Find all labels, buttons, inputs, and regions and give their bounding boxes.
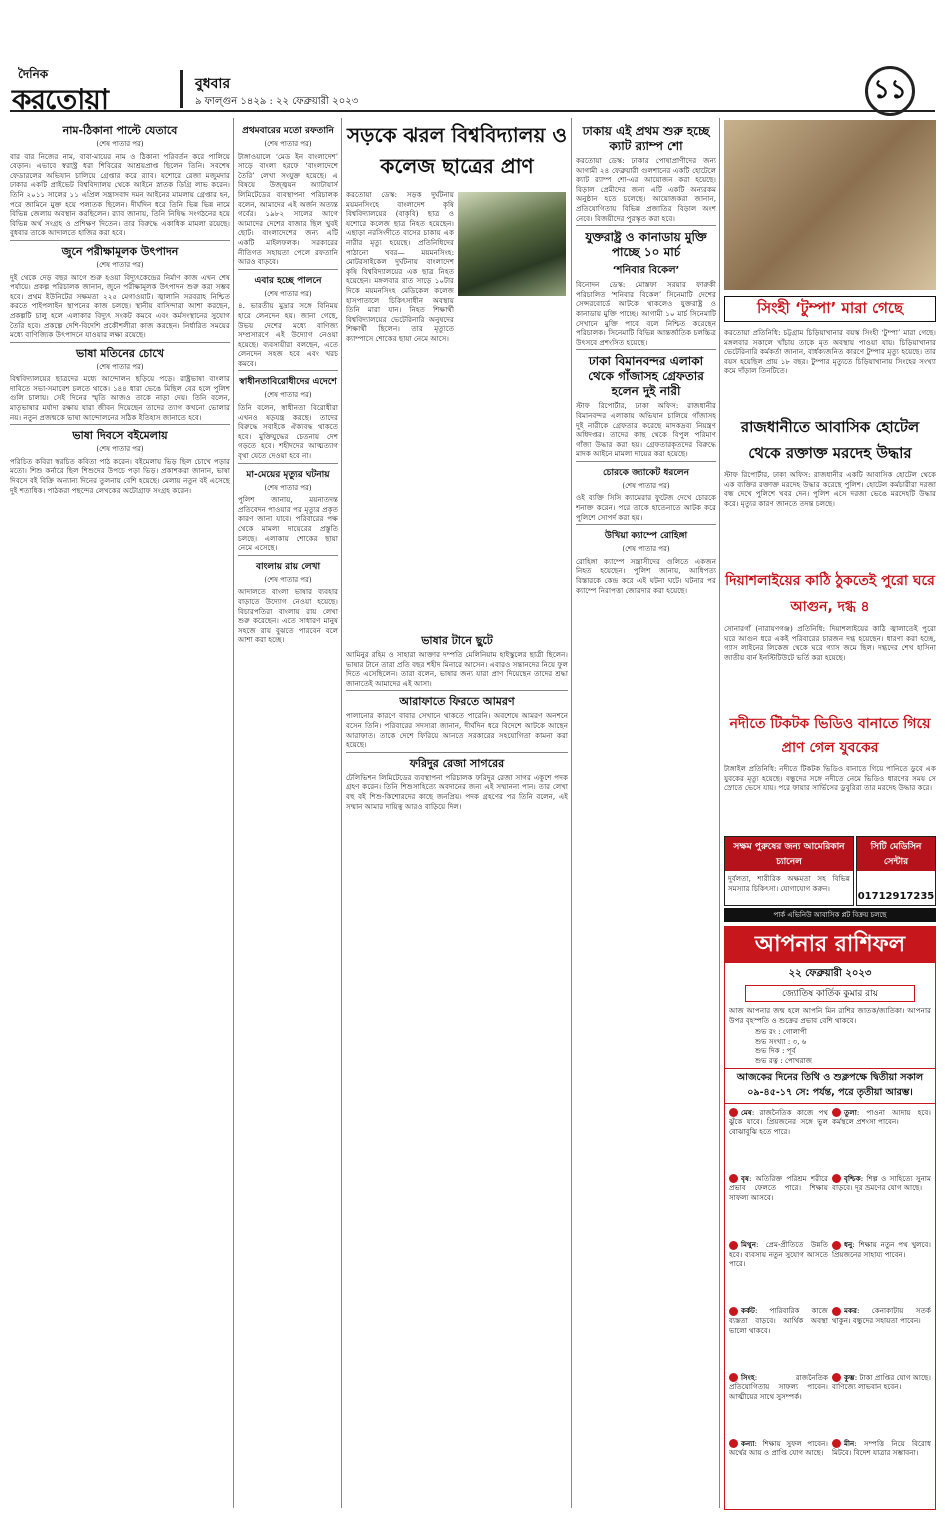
advertisement	[856, 836, 936, 906]
ad-phone: 01712917235	[857, 891, 935, 902]
page-number: ১১	[865, 66, 915, 116]
article-body: আমিনুর রহিম ও সাহারা আক্তার দম্পতি মেলিনিয়াম হাইস্কুলের ছাত্রী ছিলেন। ভাষার টানে তারা প্রতি বছর শহীদ মিনারে আসেন। এবারও সন্তানদের নিয়ে ফুল দিতে এসেছিলেন। তারা বলেন, ভাষার জন্য যারা প্রাণ দিয়েছেন তাদের শ্রদ্ধা জানাতেই আমাদের এই আসা।	[346, 650, 568, 688]
article-headline: প্রথমবারের মতো রফতানি	[242, 126, 334, 136]
zodiac-icon	[832, 1241, 841, 1250]
continued-note: (শেষ পাতার পর)	[622, 481, 670, 490]
continued-note: (শেষ পাতার পর)	[264, 575, 312, 584]
ad-title: সিটি মেডিসিন সেন্টার	[857, 837, 935, 871]
article-headline: রাজধানীতে আবাসিক হোটেল থেকে রক্তাক্ত মরদেহ উদ্ধার	[740, 418, 920, 462]
divider	[346, 752, 568, 753]
zodiac-taurus: বৃষ: অতিরিক্ত পরিশ্রম শরীরে প্রভাব ফেলতে পারে। শিক্ষায় সাফল্য আসবে।	[729, 1173, 828, 1203]
article-body: করতোয়া ডেস্ক: ঢাকার পোষাপ্রাণীদের জন্য আগামী ২৪ ফেব্রুয়ারী গুলশানের একটি হোটেলে ক্যাট র‍্যাম্প শো-এর আয়োজন করা হয়েছে। বিড়াল প্রেমীদের জন্য এটি একটি অন্যরকম অনুষ্ঠান হতে চলেছে। আয়োজকরা জানান, প্রতিযোগিতায় বিভিন্ন প্রজাতির বিড়াল অংশ নেবে। বিজয়ীদের পুরস্কৃত করা হবে।	[576, 156, 716, 223]
spec-line: শুভ রত্ন : পোখরাজ	[755, 1055, 813, 1065]
article-body-block	[724, 764, 936, 830]
zodiac-icon	[729, 1108, 738, 1117]
article-body: সোনারগাঁ (নারায়ণগঞ্জ) প্রতিনিধি: দিয়াশলাইয়ের কাঠি জ্বালাতেই পুরো ঘরে আগুন ধরে একই পরিবারের চারজন দগ্ধ হয়েছেন। ধারণা করা হচ্ছে, গ্যাস লাইনের লিকেজ থেকে ঘরে গ্যাস জমে ছিল। দগ্ধদের শেখ হাসিনা জাতীয় বার্ন ইনস্টিটিউটে ভর্তি করা হয়েছে।	[724, 624, 936, 662]
article-headline: ভাষা দিবসে বইমেলায়	[72, 429, 168, 443]
article-body: করতোয়া ডেস্ক: সড়ক দুর্ঘটনায় ময়মনসিংহে বাংলাদেশ কৃষি বিশ্ববিদ্যালয়ের (বাকৃবি) ছাত্র ও যশোরে কলেজ ছাত্র নিহত হয়েছেন। এছাড়া নরসিংদীতে বাসের চাকায় এক নারীর মৃত্যু হয়েছে। প্রতিনিধিদের পাঠানো খবর— ময়মনসিংহ: মোটরসাইকেল দুর্ঘটনায় বাংলাদেশ কৃষি বিশ্ববিদ্যালয়ের এক ছাত্র নিহত হয়েছেন। মঙ্গলবার রাত সাড়ে ১০টার দিকে ময়মনসিংহ মেডিকেল কলেজ হাসপাতালে চিকিৎসাধীন অবস্থায় তিনি মারা যান। নিহত শিক্ষার্থী বিশ্ববিদ্যালয়ের ভেটেরিনারি অনুষদের শিক্ষার্থী ছিলেন। তার মৃত্যুতে ক্যাম্পাসে শোকের ছায়া নেমে আসে।	[346, 190, 454, 343]
article-body: দুই থেকে দেড় বছর আগে শুরু হওয়া বিদ্যুৎকেন্দ্রের নির্মাণ কাজ এখন শেষ পর্যায়ে। প্রকল্প পরিচালক জানান, জুনে পরীক্ষামূলক উৎপাদন শুরু করা সম্ভব হবে। প্রথম ইউনিটের সক্ষমতা ২২৫ মেগাওয়াট। জ্বালানি সরবরাহ নিশ্চিত করতে পাইপলাইন স্থাপনের কাজ চলছে। স্থানীয় বাসিন্দারা আশা করছেন, প্রকল্পটি চালু হলে এলাকার বিদ্যুৎ সংকট কমবে এবং কর্মসংস্থানের সুযোগ তৈরি হবে। প্রকল্পে দেশি-বিদেশি প্রকৌশলীরা কাজ করছেন। নির্ধারিত সময়ের মধ্যে বাণিজ্যিক উৎপাদনে যাওয়ার লক্ষ্য রয়েছে।	[10, 272, 230, 340]
continued-note: (শেষ পাতার পর)	[264, 289, 312, 298]
article-body: আদালতে বাংলা ভাষার ব্যবহার বাড়াতে উদ্যোগ নেওয়া হয়েছে। বিচারপতিরা বাংলায় রায় লেখা শুরু করেছেন। এতে সাধারণ মানুষ সহজে রায় বুঝতে পারবেন বলে আশা করা হচ্ছে।	[238, 587, 338, 645]
zodiac-icon	[729, 1241, 738, 1250]
continued-note: (শেষ পাতার পর)	[264, 140, 312, 148]
divider	[238, 555, 338, 556]
article-body: পালানোর কারণে বাবার সেখানে থাকতে পারেনি। অবশেষে আমরণ অনশনে বসেন তিনি। পরিবারের সদস্যরা জানান, দীর্ঘদিন ধরে বিদেশে আটকে আছেন আরাফাত। তাকে দেশে ফিরিয়ে আনতে সরকারের সহযোগিতা কামনা করা হয়েছে।	[346, 711, 568, 750]
article-headline: নদীতে টিকটক ভিডিও বানাতে গিয়ে প্রাণ গেল যুবকের	[729, 716, 931, 756]
lead-headline: সিংহী ‘টুম্পা’ মারা গেছে	[724, 296, 936, 322]
zodiac-icon	[832, 1108, 841, 1117]
masthead	[10, 62, 935, 112]
column-divider	[719, 118, 720, 1508]
article-body: টাঙ্গাইল প্রতিনিধি: নদীতে টিকটক ভিডিও বানাতে গিয়ে পানিতে ডুবে এক যুবকের মৃত্যু হয়েছে। বন্ধুদের সঙ্গে নদীতে নেমে ভিডিও ধারণের সময় সে স্রোতে ভেসে যায়। পরে ফায়ার সার্ভিসের ডুবুরিরা তার মরদেহ উদ্ধার করে।	[724, 764, 936, 793]
zodiac-icon	[729, 1307, 738, 1316]
divider	[576, 225, 716, 226]
article-body: করতোয়া প্রতিনিধি: চট্টগ্রাম চিড়িয়াখানার বয়স্ক সিংহী ‘টুম্পা’ মারা গেছে। মঙ্গলবার সকালে খাঁচায় তাকে মৃত অবস্থায় পাওয়া যায়। চিড়িয়াখানার ভেটেরিনারি কর্মকর্তা জানান, বার্ধক্যজনিত কারণে টুম্পার মৃত্যু হয়েছে। তার বয়স হয়েছিল প্রায় ১৮ বছর। টুম্পার মৃত্যুতে চিড়িয়াখানায় সিংহের সংখ্যা কমে দাঁড়াল তিনটিতে।	[724, 328, 936, 376]
article-headline: মা-মেয়ের মৃত্যুর ঘটনায়	[246, 469, 330, 480]
article-headline: ঢাকায় এই প্রথম শুরু হচ্ছে ক্যাট র‍্যাম্প শো	[582, 124, 710, 153]
column-1	[10, 120, 230, 1510]
horoscope-date: ২২ ফেব্রুয়ারী ২০২৩	[788, 968, 872, 979]
article-body-block	[724, 328, 936, 408]
article-body: বার বার নিজের নাম, বাবা-মায়ের নাম ও ঠিকানা পরিবর্তন করে পালিয়ে বেড়ান। এভাবে স্বরাস্ট্র ধরা শিবিরের আশ্রয়প্রাপ্ত ছিলেন তিনি। সবশেষ ফেডারলের অভিযান চালিয়ে গ্রেপ্তার করে র‍্যাব। যশোরে রেজা মজুমদার ঢাকার একটি প্রাইভেট বিশ্ববিদ্যালয় থেকে আইনে স্নাতক ডিগ্রি লাভ করেন। তিনি ২০১১ সালের ১১ এপ্রিল সন্ত্রাসবাদ দমন আইনের মামলায় গ্রেপ্তার হন, পরে জামিনে মুক্ত হয়ে পলাতক ছিলেন। দীর্ঘদিন ধরে তিনি ভিন্ন ভিন্ন নামে বিভিন্ন জেলায় অবস্থান করছিলেন। র‍্যাব জানায়, তিনি নিষিদ্ধ সংগঠনের হয়ে বিভিন্ন অর্থ সংগ্রহ ও প্রশিক্ষণ দিতেন। তার বিরুদ্ধে একাধিক মামলা রয়েছে। বুধবার তাকে আদালতে হাজির করা হবে।	[10, 151, 230, 238]
lead-headline: সড়কে ঝরল বিশ্ববিদ্যালয় ও কলেজ ছাত্রের প্রাণ	[346, 123, 568, 178]
issue-date: ৯ ফাল্গুন ১৪২৯ : ২২ ফেব্রুয়ারী ২০২৩	[195, 96, 359, 107]
divider	[10, 240, 230, 241]
article-body: টাঙ্গাওয়ালে ‘মেড ইন বাংলাদেশ’ সাড়ে বাংলা হরফে ‘বাংলাদেশে তৈরি’ লেখা সংযুক্ত হয়েছে। এ বিষয়ে উজ্জ্বয়ন অ্যাটায়ার্স লিমিটেডের ব্যবস্থাপনা পরিচালক বলেন, আমাদের এই অর্জন অত্যন্ত গর্বের। ১৯৮২ সালের আগে আমাদের দেশের বাজার ছিল খুবই ছোট। বাংলাদেশের জন্য এটি একটি মাইলফলক। সরকারের নীতিগত সহায়তা পেলে রফতানি আরও বাড়বে।	[238, 151, 338, 267]
continued-note: (শেষ পাতার পর)	[96, 445, 144, 454]
article-headline: জুনে পরীক্ষামূলক উৎপাদন	[61, 244, 179, 258]
article-headline: যুক্তরাষ্ট্র ও কানাডায় মুক্তি পাচ্ছে ১০ মার্চ	[585, 230, 707, 260]
continued-note: (শেষ পাতার পর)	[96, 362, 144, 371]
zodiac-aquarius: কুম্ভ: টাকা প্রাপ্তির যোগ আছে। বাণিজ্যে লাভবান হবেন।	[832, 1372, 931, 1392]
zodiac-cancer: কর্কট: পারিবারিক কাজে ব্যস্ততা বাড়বে। আর্থিক অবস্থা ভালো থাকবে।	[729, 1306, 828, 1335]
advertisement	[724, 836, 854, 906]
horoscope-title: আপনার রাশিফল	[725, 927, 935, 963]
ad-body: দুর্বলতা, শারীরিক অক্ষমতা সহ বিভিন্ন সমস্যার চিকিৎসা। যোগাযোগ করুন।	[728, 874, 850, 893]
article-headline: ভাষার টানে ছুটে	[421, 634, 493, 647]
continued-note: (শেষ পাতার পর)	[96, 260, 144, 269]
article-body: পুলিশ জানায়, ময়নাতদন্ত প্রতিবেদন পাওয়ার পর মৃত্যুর প্রকৃত কারণ জানা যাবে। পরিবারের পক্ষ থেকে মামলা দায়েরের প্রস্তুতি চলছে। এলাকায় শোকের ছায়া নেমে এসেছে।	[238, 495, 338, 553]
article-headline: নাম-ঠিকানা পাল্টে যেতাবে	[62, 124, 178, 137]
lead-column	[346, 630, 568, 1510]
article-body: স্টাফ রিপোর্টার, ঢাকা অফিস: রাজধানীর বিমানবন্দর এলাকায় অভিযান চালিয়ে গাঁজাসহ দুই নারীকে গ্রেফতার করেছে মাদকদ্রব্য নিয়ন্ত্রণ অধিদপ্তর। তাদের কাছ থেকে বিপুল পরিমাণ গাঁজা উদ্ধার করা হয়। গ্রেফতারকৃতদের বিরুদ্ধে মাদক আইনে মামলা দায়ের করা হয়েছে।	[576, 401, 716, 459]
article-body: বিশ্ববিদ্যালয়ের ছাত্রদের মধ্যে আন্দোলন ছড়িয়ে পড়ে। রাষ্ট্রভাষা বাংলার দাবিতে সভা-সমাবেশ চলতে থাকে। ১৪৪ ধারা ভেঙে মিছিল বের হলে পুলিশ গুলি চালায়। সেই দিনের স্মৃতি আজও তাকে নাড়া দেয়। তিনি বলেন, মাতৃভাষার মর্যাদা রক্ষায় যারা জীবন দিয়েছেন তাদের ত্যাগ কখনো ভোলার নয়। নতুন প্রজন্মকে ভাষা আন্দোলনের সঠিক ইতিহাস জানাতে হবে।	[10, 374, 230, 422]
horoscope-intro: আজ আপনার জন্ম হলে আপনি মিন রাশির জাতক/জাতিকা। আপনার উপর বৃহস্পতি ও শুক্রের প্রভাব বেশি থাকবে।	[729, 1006, 931, 1025]
zodiac-icon	[729, 1373, 738, 1382]
article-body: ওই ব্যক্তি সিসি ক্যামেরার ফুটেজ দেখে চোরকে শনাক্ত করেন। পরে তাকে হাতেনাতে আটক করে পুলিশে সোপর্দ করা হয়।	[576, 493, 716, 522]
zodiac-virgo: কন্যা: শিক্ষায় সুফল পাবেন। অর্থের আয় ও প্রাপ্তি যোগ আছে।	[729, 1438, 828, 1458]
horoscope-box	[724, 926, 936, 1510]
zodiac-gemini: মিথুন: প্রেম-প্রীতিতে উন্নতি হবে। ব্যবসায় নতুন সুযোগ আসতে পারে।	[729, 1240, 828, 1269]
tithi-text: আজকের দিনের তিথি ও শুক্লপক্ষে দ্বিতীয়া সকাল ০৯-৪৫-১৭ সে: পর্যন্ত, পরে তৃতীয়া আরম্ভ।	[725, 1068, 935, 1104]
lead-body-left	[346, 190, 454, 620]
article-body: ৪. ভারতীয় মুদ্রার সঙ্গে বিনিময় হারে লেনদেন হয়। জানা গেছে, উভয় দেশের মধ্যে বাণিজ্য সম্প্রসারণে এই উদ্যোগ নেওয়া হয়েছে। ব্যবসায়ীরা বলছেন, এতে লেনদেন সহজ হবে এবং খরচ কমবে।	[238, 301, 338, 368]
article-body: বিনোদন ডেস্ক: মোস্তফা সরয়ার ফারুকী পরিচালিত ‘শনিবার বিকেল’ সিনেমাটি দেশের সেন্সরবোর্ডে আটকে থাকলেও যুক্তরাষ্ট্র ও কানাডায় মুক্তি পাচ্ছে। আগামী ১০ মার্চ সিনেমাটি সেখানে মুক্তি পাবে বলে নিশ্চিত করেছেন পরিচালক। সিনেমাটি বিভিন্ন আন্তর্জাতিক চলচ্চিত্র উৎসবে প্রশংসিত হয়েছে।	[576, 280, 716, 347]
ad-footer: পার্ক এভিনিউ আবাসিক প্লট বিক্রয় চলছে	[724, 908, 936, 922]
article-body: পরিচিত কবিরা স্বরচিত কবিতা পাঠ করেন। বইমেলায় ভিড় ছিল চোখে পড়ার মতো। শিশু কর্নারে ছিল শিশুদের উপচে পড়া ভিড়। প্রকাশকরা জানান, ভাষা দিবসে বই বিক্রি অন্যান্য দিনের তুলনায় বেশি হয়েছে। মেলায় নতুন বই এসেছে দুই শতাধিক। পাঠকরা পছন্দের লেখকের অটোগ্রাফ সংগ্রহ করেন।	[10, 456, 230, 495]
column-2	[238, 120, 338, 1510]
zodiac-sagittarius: ধনু: শিক্ষায় নতুন পথ খুলবে। প্রিয়জনের সাহায্য পাবেন।	[832, 1240, 931, 1259]
article-headline: ফরিদুর রেজা সাগরের	[409, 756, 505, 770]
continued-note: (শেষ পাতার পর)	[622, 545, 670, 554]
masthead-divider	[180, 70, 183, 108]
zodiac-pisces: মীন: সম্পত্তি নিয়ে বিরোধ মিটবে। বিদেশ যাত্রার সম্ভাবনা।	[832, 1438, 931, 1458]
article-body: তিনি বলেন, স্বাধীনতা বিরোধীরা এখনও ষড়যন্ত্র করছে। তাদের বিরুদ্ধে সবাইকে ঐক্যবদ্ধ থাকতে হবে। মুক্তিযুদ্ধের চেতনায় দেশ গড়তে হবে। শহীদদের আত্মত্যাগ বৃথা যেতে দেওয়া হবে না।	[238, 403, 338, 461]
divider	[10, 342, 230, 343]
article-body: স্টাফ রিপোর্টার, ঢাকা অফিস: রাজধানীর একটি আবাসিক হোটেল থেকে এক ব্যক্তির রক্তাক্ত মরদেহ উদ্ধার করেছে পুলিশ। হোটেল কর্মচারীরা দরজা বন্ধ দেখে পুলিশে খবর দেন। পুলিশ এসে দরজা ভেঙে মরদেহটি উদ্ধার করে। মৃত্যুর কারণ জানতে তদন্ত চলছে।	[724, 470, 936, 508]
divider	[576, 461, 716, 462]
article-headline: উখিয়া ক্যাম্পে রোহিঙ্গা	[604, 531, 688, 542]
logo-top-text: দৈনিক	[18, 67, 49, 81]
zodiac-icon	[832, 1439, 841, 1448]
article-headline: আরাফাতে ফিরতে আমরণ	[399, 695, 515, 709]
column-4	[576, 120, 716, 1510]
article-body-block	[724, 624, 936, 706]
divider	[238, 463, 338, 464]
column-divider	[341, 118, 342, 1508]
article-body: টেলিভিশন লিমিটেডের ব্যবস্থাপনা পরিচালক ফরিদুর রেজা সাগর একুশে পদক গ্রহণ করেন। তিনি শিশুসাহিত্যে অবদানের জন্য এই সম্মাননা পান। তার লেখা বহু বই শিশু-কিশোরদের কাছে জনপ্রিয়। পদক গ্রহণের পর তিনি বলেন, এই সম্মান আমার দায়িত্ব আরও বাড়িয়ে দিল।	[346, 772, 568, 811]
continued-note: (শেষ পাতার পর)	[264, 391, 312, 400]
spec-line: শুভ সংখ্যা : ৩, ৬	[755, 1036, 807, 1046]
student-photo	[458, 192, 566, 296]
article-headline: দিয়াশলাইয়ের কাঠি ঠুকতেই পুরো ঘরে আগুন, দগ্ধ ৪	[725, 573, 935, 615]
article-body-block	[724, 470, 936, 562]
zodiac-icon	[729, 1174, 738, 1183]
zodiac-icon	[832, 1174, 841, 1183]
zodiac-capricorn: মকর: কেনাকাটায় সতর্ক থাকুন। বন্ধুদের সহায়তা পাবেন।	[832, 1306, 931, 1325]
divider	[576, 524, 716, 525]
article-headline: স্বাধীনতাবিরোধীদের এদেশে	[239, 377, 337, 388]
spec-line: শুভ রং : গোলাপী	[755, 1027, 807, 1037]
zodiac-leo: সিংহ: রাজনৈতিক প্রতিযোগিতায় সাফল্য পাবেন। আত্মীয়ের সাথে সুসম্পর্ক।	[729, 1372, 828, 1401]
column-divider	[571, 118, 572, 1508]
zodiac-icon	[832, 1307, 841, 1316]
divider	[576, 349, 716, 350]
article-subheadline: ‘শনিবার বিকেল’	[612, 265, 680, 277]
article-headline: এবার হচ্ছে পালনে	[254, 275, 322, 286]
divider	[10, 424, 230, 425]
zodiac-icon	[729, 1439, 738, 1448]
issue-day: বুধবার	[195, 76, 231, 92]
zodiac-icon	[832, 1373, 841, 1382]
zodiac-grid	[725, 1106, 935, 1496]
column-divider	[233, 118, 234, 1508]
lioness-photo	[724, 120, 936, 290]
article-headline: বাংলায় রায় লেখা	[255, 561, 321, 572]
continued-note: (শেষ পাতার পর)	[264, 483, 312, 492]
article-body: রোহিঙ্গা ক্যাম্পে সন্ত্রাসীদের গুলিতে একজন নিহত হয়েছেন। পুলিশ জানায়, আধিপত্য বিস্তারকে কেন্দ্র করে এই ঘটনা ঘটে। ঘটনার পর ক্যাম্পে নিরাপত্তা জোরদার করা হয়েছে।	[576, 556, 716, 595]
article-headline: ভাষা মতিনের চোখে	[75, 346, 165, 360]
article-headline: ঢাকা বিমানবন্দর এলাকা থেকে গাঁজাসহ গ্রেফতার হলেন দুই নারী	[588, 354, 704, 399]
zodiac-aries: মেষ: রাজনৈতিক কাজে পথ ঝুঁকে যাবে। প্রিয়জনের সঙ্গে ভুল বোঝাবুঝি হতে পারে।	[729, 1107, 828, 1136]
divider	[238, 370, 338, 371]
spec-line: শুভ দিক : পূর্ব	[755, 1046, 796, 1056]
horoscope-author: জ্যোতিষ কার্তিক কুমার রায়	[745, 985, 915, 1002]
divider	[238, 269, 338, 270]
continued-note: (শেষ পাতার পর)	[96, 140, 144, 148]
article-headline: চোরকে জ্যাকেট ধরলেন	[602, 467, 690, 478]
zodiac-libra: তুলা: পাওনা আদায় হবে। কর্মস্থলে প্রশংসা পাবেন।	[832, 1107, 931, 1127]
divider	[346, 690, 568, 691]
zodiac-scorpio: বৃশ্চিক: শিল্প ও সাহিত্যে সুনাম বাড়বে। দূর ভ্রমণের যোগ আছে।	[832, 1173, 931, 1193]
ad-title: সক্ষম পুরুষের জন্য আমেরিকান চ্যানেল	[725, 837, 853, 871]
newspaper-logo: করতোয়া	[12, 83, 108, 116]
horoscope-specs	[725, 1027, 935, 1065]
